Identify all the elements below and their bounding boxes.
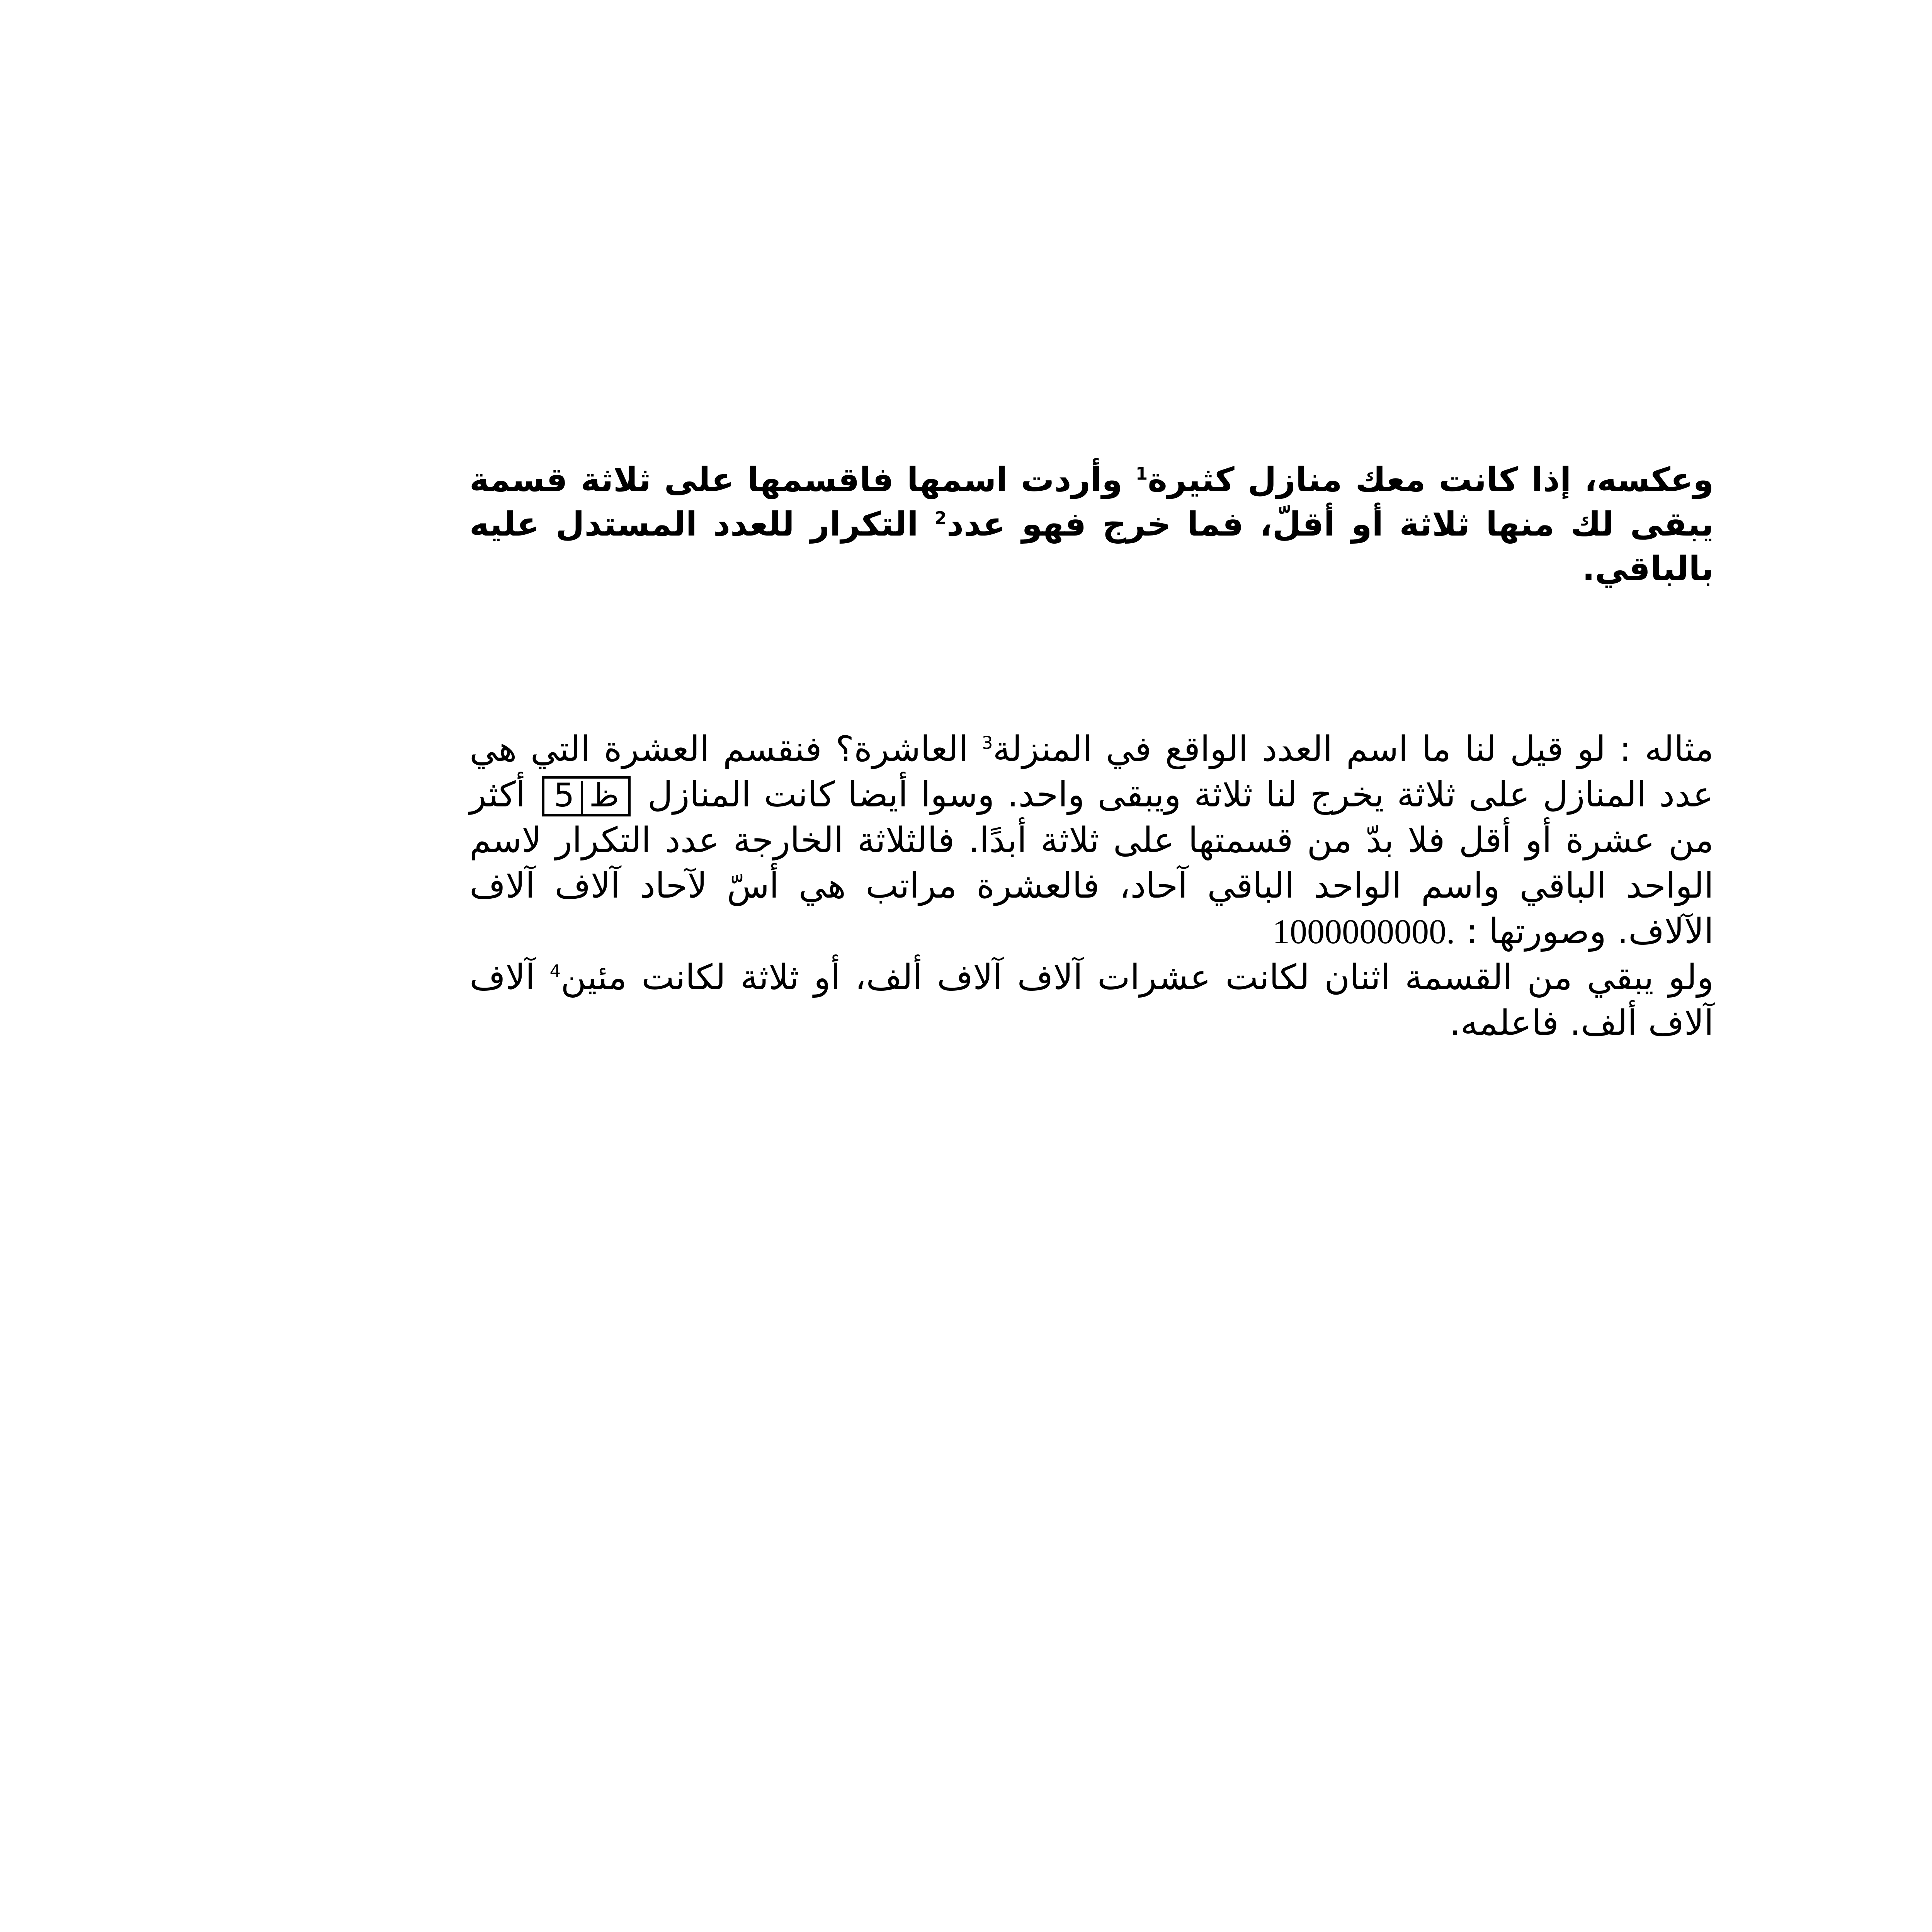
bold-text-3: التكرار للعدد المستدل عليه بالباقي. — [469, 505, 1714, 588]
folio-marker-letter: ظ — [589, 776, 619, 814]
footnote-ref-3[interactable]: 3 — [981, 733, 993, 753]
main-text-1: مثاله : لو قيل لنا ما اسم العدد الواقع في المنزلة — [993, 729, 1714, 769]
folio-marker — [542, 776, 631, 816]
number-form: 1000000000. — [1272, 913, 1455, 951]
bold-text-2: وأردت اسمها فاقسمها على ثلاثة قسمة يبقى لك منها ثلاثة أو أقلّ، فما خرج فهو عدد — [469, 461, 1714, 544]
bold-text-1: وعكسه، إذا كانت معك منازل كثيرة — [1148, 461, 1714, 499]
main-text-3: أكثر من عشرة أو أقل فلا بدّ من قسمتها على ثلاثة أبدًا. فالثلاثة الخارجة عدد التكرار لاسم الواحد الباقي واسم الواحد الباقي آحاد، فالعشرة مراتب هي أسّ لآحاد آلاف آلاف الآلاف. وصورتها : — [469, 774, 1714, 952]
footnote-ref-2[interactable]: 2 — [934, 508, 947, 529]
main-text-2: العاشرة؟ فنقسم العشرة التي هي عدد المنازل على ثلاثة يخرج لنا ثلاثة ويبقى واحد. وسوا أيضا كانت المنازل — [469, 729, 1714, 815]
folio-marker-number: 5 — [554, 776, 575, 814]
main-text-5: آلاف آلاف ألف. فاعلمه. — [469, 957, 1714, 1043]
bold-paragraph — [469, 458, 1714, 591]
main-text-4: ولو يبقي من القسمة اثنان لكانت عشرات آلاف آلاف ألف، أو ثلاثة لكانت مئين — [561, 957, 1714, 998]
footnote-ref-4[interactable]: 4 — [549, 961, 561, 981]
folio-marker-divider — [581, 781, 583, 814]
main-paragraph — [469, 726, 1714, 1046]
footnote-ref-1[interactable]: 1 — [1135, 463, 1148, 484]
